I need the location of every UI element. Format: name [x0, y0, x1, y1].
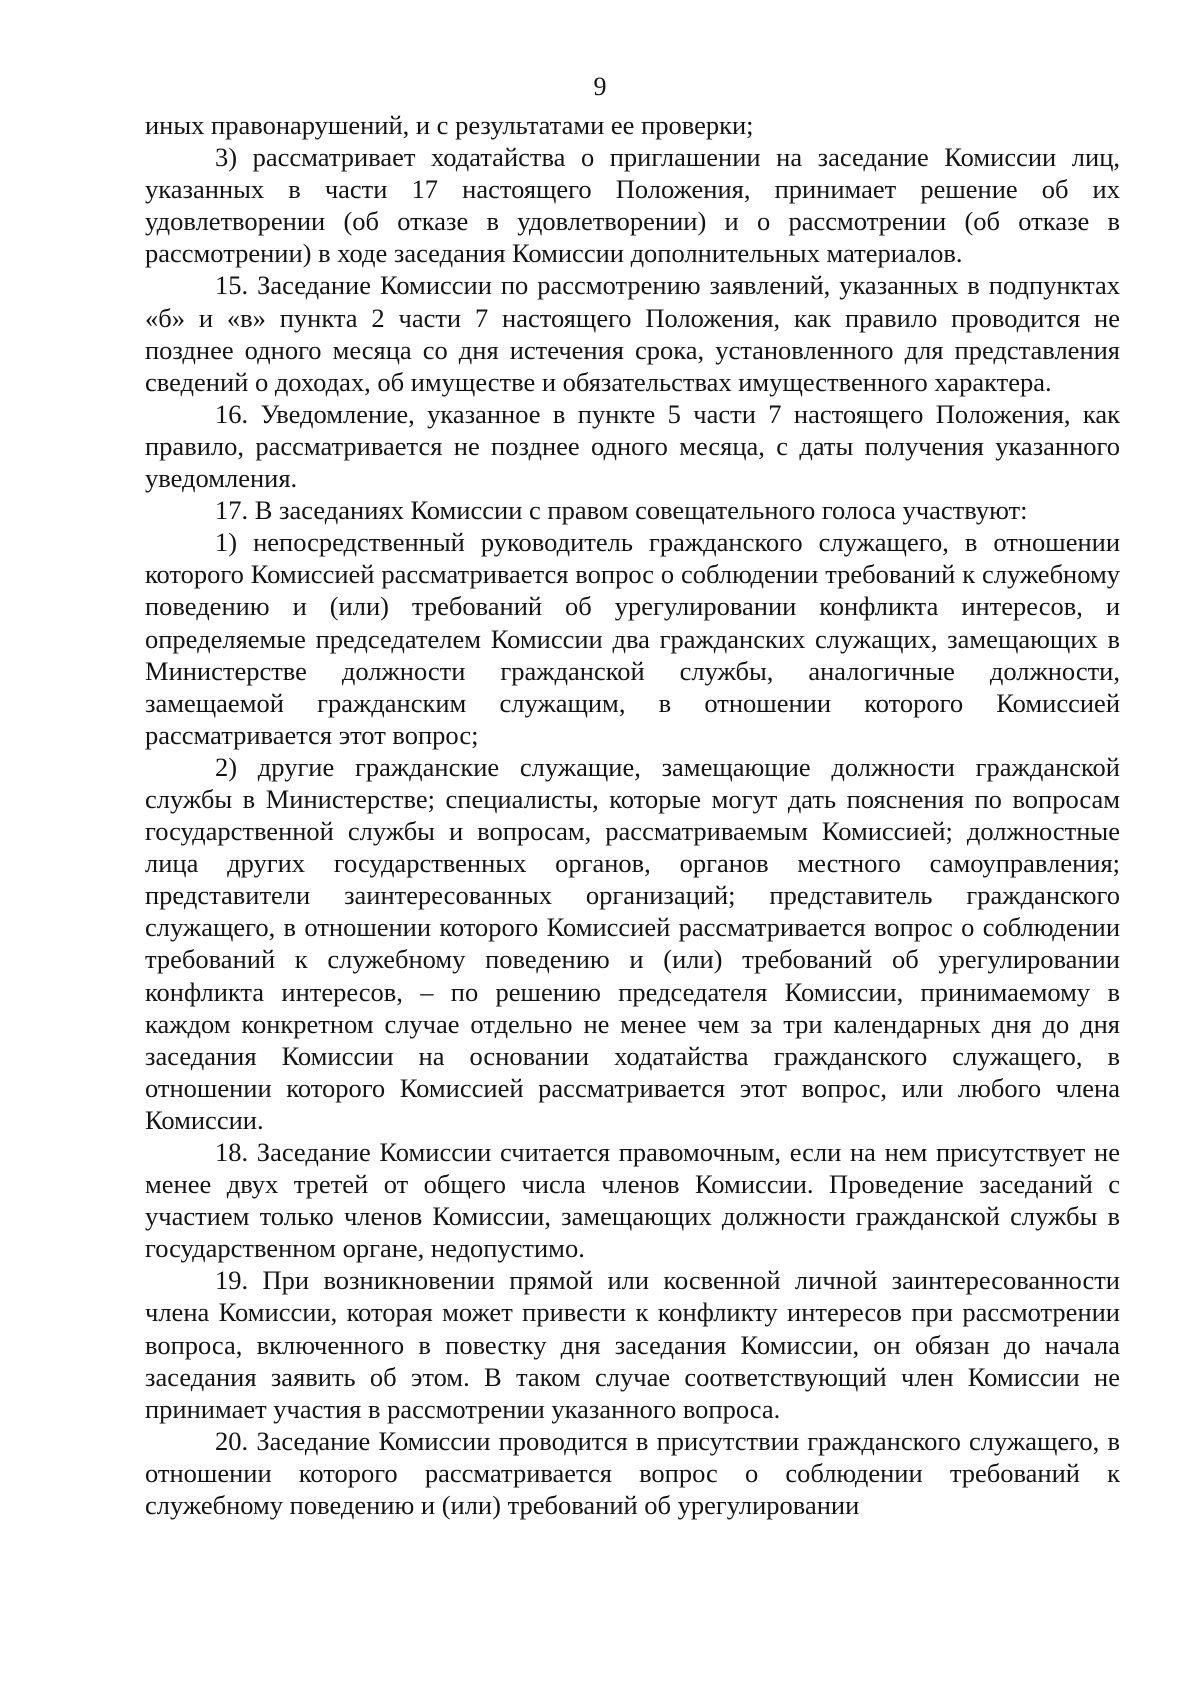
paragraph-item-3: 3) рассматривает ходатайства о приглашении на заседание Комиссии лиц, указанных в части 17 настоящего Положения, принимает решение об их удовлетворении (об отказе в удовлетворении) и о рассмотрении (об отказе в рассмотрении) в ходе заседания Комиссии дополнительных материалов. [145, 142, 1120, 269]
paragraph-19: 19. При возникновении прямой или косвенной личной заинтересованности члена Комиссии, которая может привести к конфликту интересов при рассмотрении вопроса, включенного в повестку дня заседания Комиссии, он обязан до начала заседания заявить об этом. В таком случае соответствующий член Комиссии не принимает участия в рассмотрении указанного вопроса. [145, 1265, 1120, 1424]
paragraph-16: 16. Уведомление, указанное в пункте 5 части 7 настоящего Положения, как правило, рассматривается не позднее одного месяца, с даты получения указанного уведомления. [145, 398, 1120, 494]
paragraph-continuation: иных правонарушений, и с результатами ее проверки; [145, 110, 754, 140]
paragraph-15: 15. Заседание Комиссии по рассмотрению заявлений, указанных в подпунктах «б» и «в» пункта 2 части 7 настоящего Положения, как правило проводится не позднее одного месяца со дня истечения срока, установленного для представления сведений о доходах, об имуществе и обязательствах имущественного характера. [145, 270, 1120, 397]
page-number: 9 [593, 72, 607, 101]
document-body [145, 109, 1120, 1521]
paragraph-17-item-2: 2) другие гражданские служащие, замещающие должности гражданской службы в Министерстве; специалисты, которые могут дать пояснения по вопросам государственной службы и вопросам, рассматриваемым Комиссией; должностные лица других государственных органов, органов местного самоуправления; представители заинтересованных организаций; представитель гражданского служащего, в отношении которого Комиссией рассматривается вопрос о соблюдении требований к служебному поведению и (или) требований об урегулировании конфликта интересов, – по решению председателя Комиссии, принимаемому в каждом конкретном случае отдельно не менее чем за три календарных дня до дня заседания Комиссии на основании ходатайства гражданского служащего, в отношении которого Комиссией рассматривается этот вопрос, или любого члена Комиссии. [145, 751, 1120, 1135]
paragraph-18: 18. Заседание Комиссии считается правомочным, если на нем присутствует не менее двух третей от общего числа членов Комиссии. Проведение заседаний с участием только членов Комиссии, замещающих должности гражданской службы в государственном органе, недопустимо. [145, 1137, 1120, 1264]
paragraph-17: 17. В заседаниях Комиссии с правом совещательного голоса участвуют: [215, 495, 1028, 526]
paragraph-17-item-1: 1) непосредственный руководитель гражданского служащего, в отношении которого Комиссией рассматривается вопрос о соблюдении требований к служебному поведению и (или) требований об урегулировании конфликта интересов, и определяемые председателем Комиссии два гражданских служащих, замещающих в Министерстве должности гражданской службы, аналогичные должности, замещаемой гражданским служащим, в отношении которого Комиссией рассматривается этот вопрос; [145, 527, 1120, 750]
paragraph-20: 20. Заседание Комиссии проводится в присутствии гражданского служащего, в отношении которого рассматривается вопрос о соблюдении требований к служебному поведению и (или) требований об урегулировании [145, 1425, 1120, 1521]
